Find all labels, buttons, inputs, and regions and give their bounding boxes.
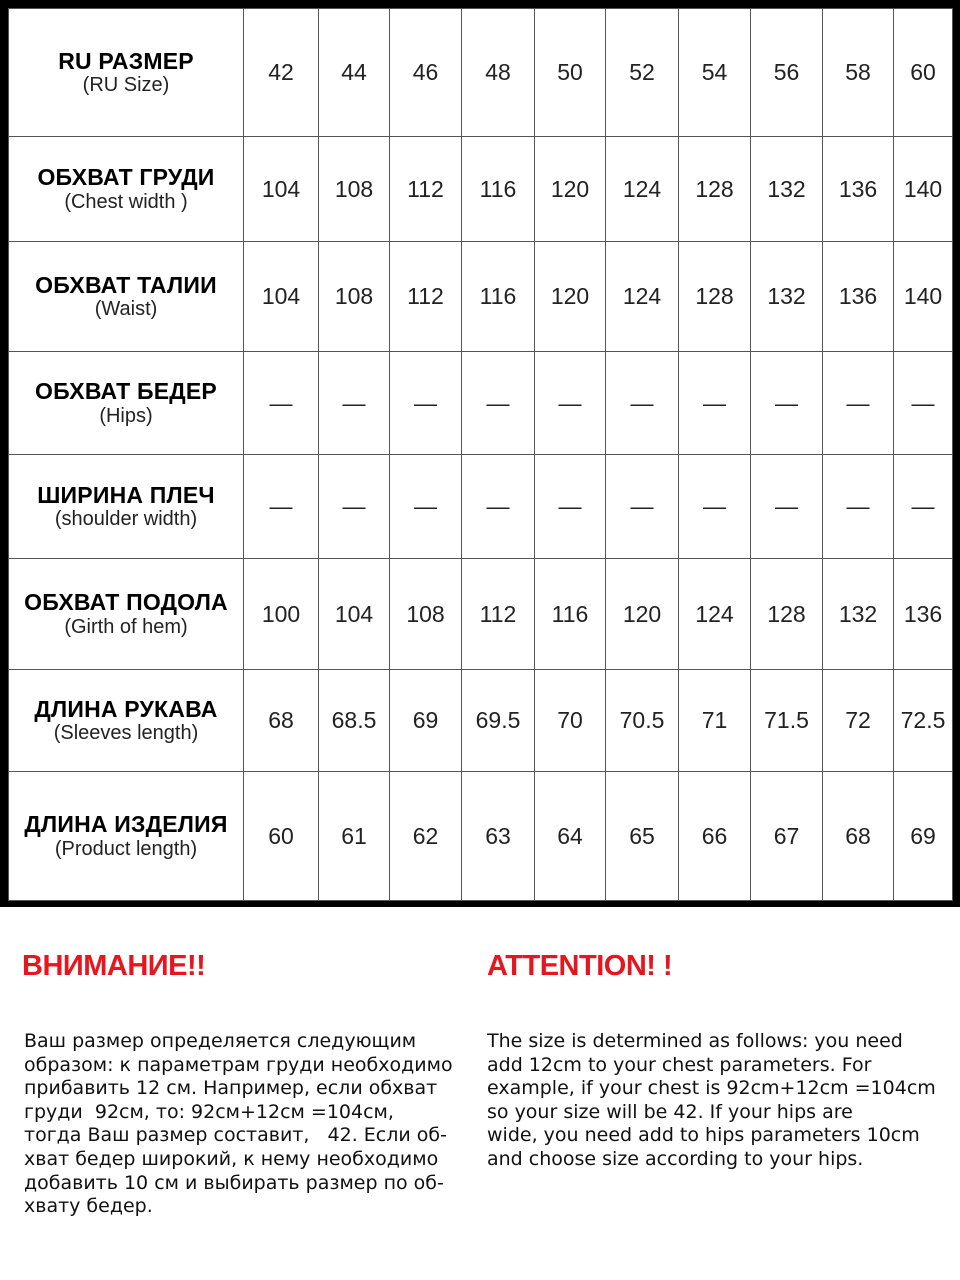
row-title: ОБХВАТ ГРУДИ <box>37 164 215 191</box>
row-subtitle: (Girth of hem) <box>64 615 188 638</box>
table-cell: 140 <box>894 242 953 352</box>
row-header <box>9 455 244 559</box>
row-header <box>9 137 244 242</box>
table-row <box>9 9 953 137</box>
table-cell: 46 <box>390 9 462 137</box>
notice-line: образом: к параметрам груди необходимо <box>24 1053 453 1076</box>
row-title: ДЛИНА РУКАВА <box>34 695 218 722</box>
notice-line: and choose size according to your hips. <box>487 1147 864 1170</box>
table-cell: — <box>244 455 319 559</box>
table-cell: — <box>606 352 679 455</box>
table-cell: — <box>390 455 462 559</box>
table-cell: — <box>679 455 751 559</box>
table-cell: 104 <box>244 137 319 242</box>
table-cell: 140 <box>894 137 953 242</box>
table-cell: 67 <box>751 772 823 901</box>
row-title: ОБХВАТ ПОДОЛА <box>24 589 228 616</box>
table-cell: 132 <box>751 242 823 352</box>
table-cell: — <box>535 455 606 559</box>
table-cell: 120 <box>535 242 606 352</box>
table-cell: — <box>751 455 823 559</box>
table-cell: 108 <box>319 242 390 352</box>
table-cell: — <box>244 352 319 455</box>
table-cell: 112 <box>462 559 535 670</box>
table-cell: 52 <box>606 9 679 137</box>
table-cell: — <box>319 352 390 455</box>
table-cell: 120 <box>606 559 679 670</box>
row-subtitle: (RU Size) <box>82 74 170 97</box>
notice-line: груди 92см, то: 92см+12см =104см, <box>24 1100 394 1123</box>
table-cell: 68 <box>823 772 894 901</box>
notice-line: wide, you need add to hips parameters 10cm <box>487 1124 920 1147</box>
table-cell: 132 <box>823 559 894 670</box>
row-title: ОБХВАТ БЕДЕР <box>35 378 217 405</box>
table-cell: — <box>823 352 894 455</box>
table-cell: 128 <box>751 559 823 670</box>
row-title: ШИРИНА ПЛЕЧ <box>37 481 215 508</box>
notice-line: хват бедер широкий, к нему необходимо <box>24 1147 439 1170</box>
notice-line: The size is determined as follows: you need <box>487 1030 903 1052</box>
table-cell: 136 <box>823 137 894 242</box>
table-cell: 124 <box>606 137 679 242</box>
table-cell: 70.5 <box>606 670 679 772</box>
notice-line: прибавить 12 см. Например, если обхват <box>24 1077 438 1100</box>
table-cell: 72 <box>823 670 894 772</box>
table-row <box>9 137 953 242</box>
table-cell: 50 <box>535 9 606 137</box>
row-header <box>9 772 244 901</box>
table-cell: — <box>751 352 823 455</box>
row-header <box>9 670 244 772</box>
row-header <box>9 559 244 670</box>
table-cell: 68 <box>244 670 319 772</box>
notice-en-text <box>487 1030 957 1172</box>
row-title: RU РАЗМЕР <box>58 47 194 74</box>
table-cell: 136 <box>894 559 953 670</box>
table-cell: 63 <box>462 772 535 901</box>
table-cell: 116 <box>535 559 606 670</box>
table-cell: 112 <box>390 242 462 352</box>
table-cell: 61 <box>319 772 390 901</box>
table-cell: 104 <box>319 559 390 670</box>
table-cell: 54 <box>679 9 751 137</box>
table-row <box>9 670 953 772</box>
notice-line: добавить 10 см и выбирать размер по об- <box>24 1171 444 1194</box>
table-row <box>9 242 953 352</box>
row-subtitle: (shoulder width) <box>54 508 198 531</box>
row-subtitle: (Waist) <box>94 298 158 321</box>
table-cell: 48 <box>462 9 535 137</box>
row-subtitle: (Chest width ) <box>64 190 188 213</box>
row-title: ОБХВАТ ТАЛИИ <box>35 271 217 298</box>
table-row <box>9 772 953 901</box>
notice-ru-heading: ВНИМАНИЕ!! <box>22 950 206 982</box>
table-cell: 68.5 <box>319 670 390 772</box>
table-cell: 69 <box>390 670 462 772</box>
notice-en-heading: ATTENTION! ! <box>487 950 673 982</box>
table-cell: 112 <box>390 137 462 242</box>
table-cell: 124 <box>606 242 679 352</box>
row-title: ДЛИНА ИЗДЕЛИЯ <box>24 811 228 838</box>
table-cell: 128 <box>679 137 751 242</box>
table-cell: 71.5 <box>751 670 823 772</box>
row-header <box>9 9 244 137</box>
table-row <box>9 559 953 670</box>
table-cell: 60 <box>894 9 953 137</box>
row-subtitle: (Hips) <box>99 404 153 427</box>
table-cell: 72.5 <box>894 670 953 772</box>
table-cell: 124 <box>679 559 751 670</box>
notice-line: so your size will be 42. If your hips are <box>487 1100 853 1123</box>
table-cell: — <box>535 352 606 455</box>
row-subtitle: (Product length) <box>54 837 198 860</box>
table-cell: — <box>894 455 953 559</box>
notice-line: Ваш размер определяется следующим <box>24 1030 417 1052</box>
table-cell: 108 <box>319 137 390 242</box>
table-cell: 104 <box>244 242 319 352</box>
notice-line: example, if your chest is 92cm+12cm =104cm <box>487 1077 936 1100</box>
table-row <box>9 455 953 559</box>
table-cell: 128 <box>679 242 751 352</box>
notice-line: хвату бедер. <box>24 1195 153 1218</box>
table-cell: 116 <box>462 242 535 352</box>
table-cell: 132 <box>751 137 823 242</box>
table-cell: — <box>462 455 535 559</box>
table-cell: — <box>894 352 953 455</box>
table-cell: — <box>679 352 751 455</box>
table-cell: 69 <box>894 772 953 901</box>
table-row <box>9 352 953 455</box>
table-cell: 100 <box>244 559 319 670</box>
table-cell: 64 <box>535 772 606 901</box>
table-cell: — <box>319 455 390 559</box>
table-cell: 44 <box>319 9 390 137</box>
row-header <box>9 242 244 352</box>
table-cell: 71 <box>679 670 751 772</box>
notice-line: тогда Ваш размер составит, 42. Если об- <box>24 1124 447 1147</box>
table-cell: 56 <box>751 9 823 137</box>
table-cell: 108 <box>390 559 462 670</box>
table-cell: — <box>390 352 462 455</box>
table-cell: — <box>462 352 535 455</box>
table-cell: 58 <box>823 9 894 137</box>
table-cell: 120 <box>535 137 606 242</box>
row-subtitle: (Sleeves length) <box>53 722 199 745</box>
row-header <box>9 352 244 455</box>
table-cell: 42 <box>244 9 319 137</box>
table-cell: 65 <box>606 772 679 901</box>
table-cell: 116 <box>462 137 535 242</box>
table-cell: 62 <box>390 772 462 901</box>
notice-ru-text <box>24 1030 474 1219</box>
table-cell: 66 <box>679 772 751 901</box>
notice-line: add 12cm to your chest parameters. For <box>487 1053 872 1076</box>
table-cell: — <box>823 455 894 559</box>
table-cell: — <box>606 455 679 559</box>
size-chart-table <box>8 8 953 901</box>
table-cell: 60 <box>244 772 319 901</box>
table-cell: 136 <box>823 242 894 352</box>
table-cell: 70 <box>535 670 606 772</box>
table-cell: 69.5 <box>462 670 535 772</box>
